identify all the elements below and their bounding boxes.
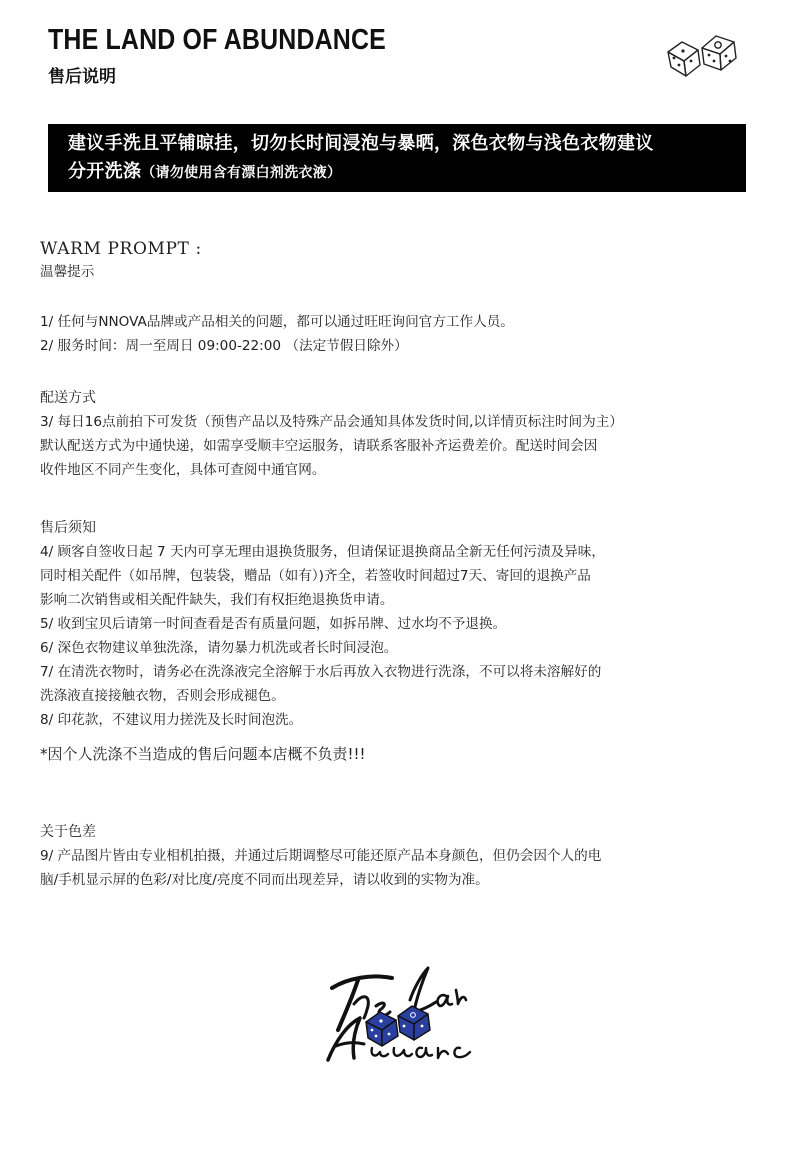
section-heading: 配送方式	[40, 390, 96, 406]
list-item: 1/ 任何与NNOVA品牌或产品相关的问题，都可以通过旺旺询问官方工作人员。	[40, 314, 514, 330]
page-subtitle: 售后说明	[48, 67, 116, 87]
list-item: 5/ 收到宝贝后请第一时间查看是否有质量问题，如拆吊牌、过水均不予退换。	[40, 616, 507, 632]
list-item: 影响二次销售或相关配件缺失，我们有权拒绝退换货申请。	[40, 592, 394, 608]
list-item: 洗涤液直接接触衣物，否则会形成褪色。	[40, 688, 285, 704]
notice-paren: （请勿使用含有漂白剂洗衣液）	[141, 165, 342, 181]
list-item: 同时相关配件（如吊牌，包装袋，赠品（如有）)齐全，若签收时间超过7天、寄回的退换产品	[40, 568, 591, 584]
service-info-section	[40, 310, 760, 358]
color-difference-section	[40, 820, 760, 892]
list-item: 3/ 每日16点前拍下可发货（预售产品以及特殊产品会通知具体发货时间,以详情页标注时间为主）	[40, 414, 623, 430]
notice-line-2	[68, 158, 726, 187]
warm-prompt-title: WARM PROMPT :	[40, 239, 202, 259]
list-item: 9/ 产品图片皆由专业相机拍摄，并通过后期调整尽可能还原产品本身颜色，但仍会因个人的电	[40, 848, 602, 864]
after-sales-section	[40, 516, 760, 766]
washing-notice-banner	[48, 124, 746, 192]
list-item: 8/ 印花款，不建议用力搓洗及长时间泡洗。	[40, 712, 303, 728]
dice-logo-icon	[366, 1006, 430, 1046]
list-item: 2/ 服务时间：周一至周日 09:00-22:00 （法定节假日除外）	[40, 338, 408, 354]
brand-logo	[318, 960, 478, 1070]
notice-line-1: 建议手洗且平铺晾挂，切勿长时间浸泡与暴晒，深色衣物与浅色衣物建议	[68, 133, 654, 154]
shipping-section	[40, 386, 760, 482]
notice-line-2-text: 分开洗涤	[68, 161, 142, 182]
section-heading: 售后须知	[40, 520, 96, 536]
warm-prompt-section	[40, 238, 760, 284]
list-item: 7/ 在清洗衣物时，请务必在洗涤液完全溶解于水后再放入衣物进行洗涤，不可以将未溶解好的	[40, 664, 602, 680]
disclaimer: *因个人洗涤不当造成的售后问题本店概不负责!!!	[40, 745, 366, 763]
brand-title: THE LAND OF ABUNDANCE	[48, 24, 386, 56]
list-item: 脑/手机显示屏的色彩/对比度/亮度不同而出现差异，请以收到的实物为准。	[40, 872, 489, 888]
list-item: 6/ 深色衣物建议单独洗涤，请勿暴力机洗或者长时间浸泡。	[40, 640, 398, 656]
list-item: 默认配送方式为中通快递，如需享受顺丰空运服务，请联系客服补齐运费差价。配送时间会因	[40, 438, 598, 454]
warm-prompt-subtitle: 温馨提示	[40, 264, 95, 280]
list-item: 4/ 顾客自签收日起 7 天内可享无理由退换货服务，但请保证退换商品全新无任何污渍及异味，	[40, 544, 605, 560]
section-heading: 关于色差	[40, 824, 96, 840]
list-item: 收件地区不同产生变化，具体可查阅中通官网。	[40, 462, 326, 478]
dice-icon	[664, 30, 744, 78]
